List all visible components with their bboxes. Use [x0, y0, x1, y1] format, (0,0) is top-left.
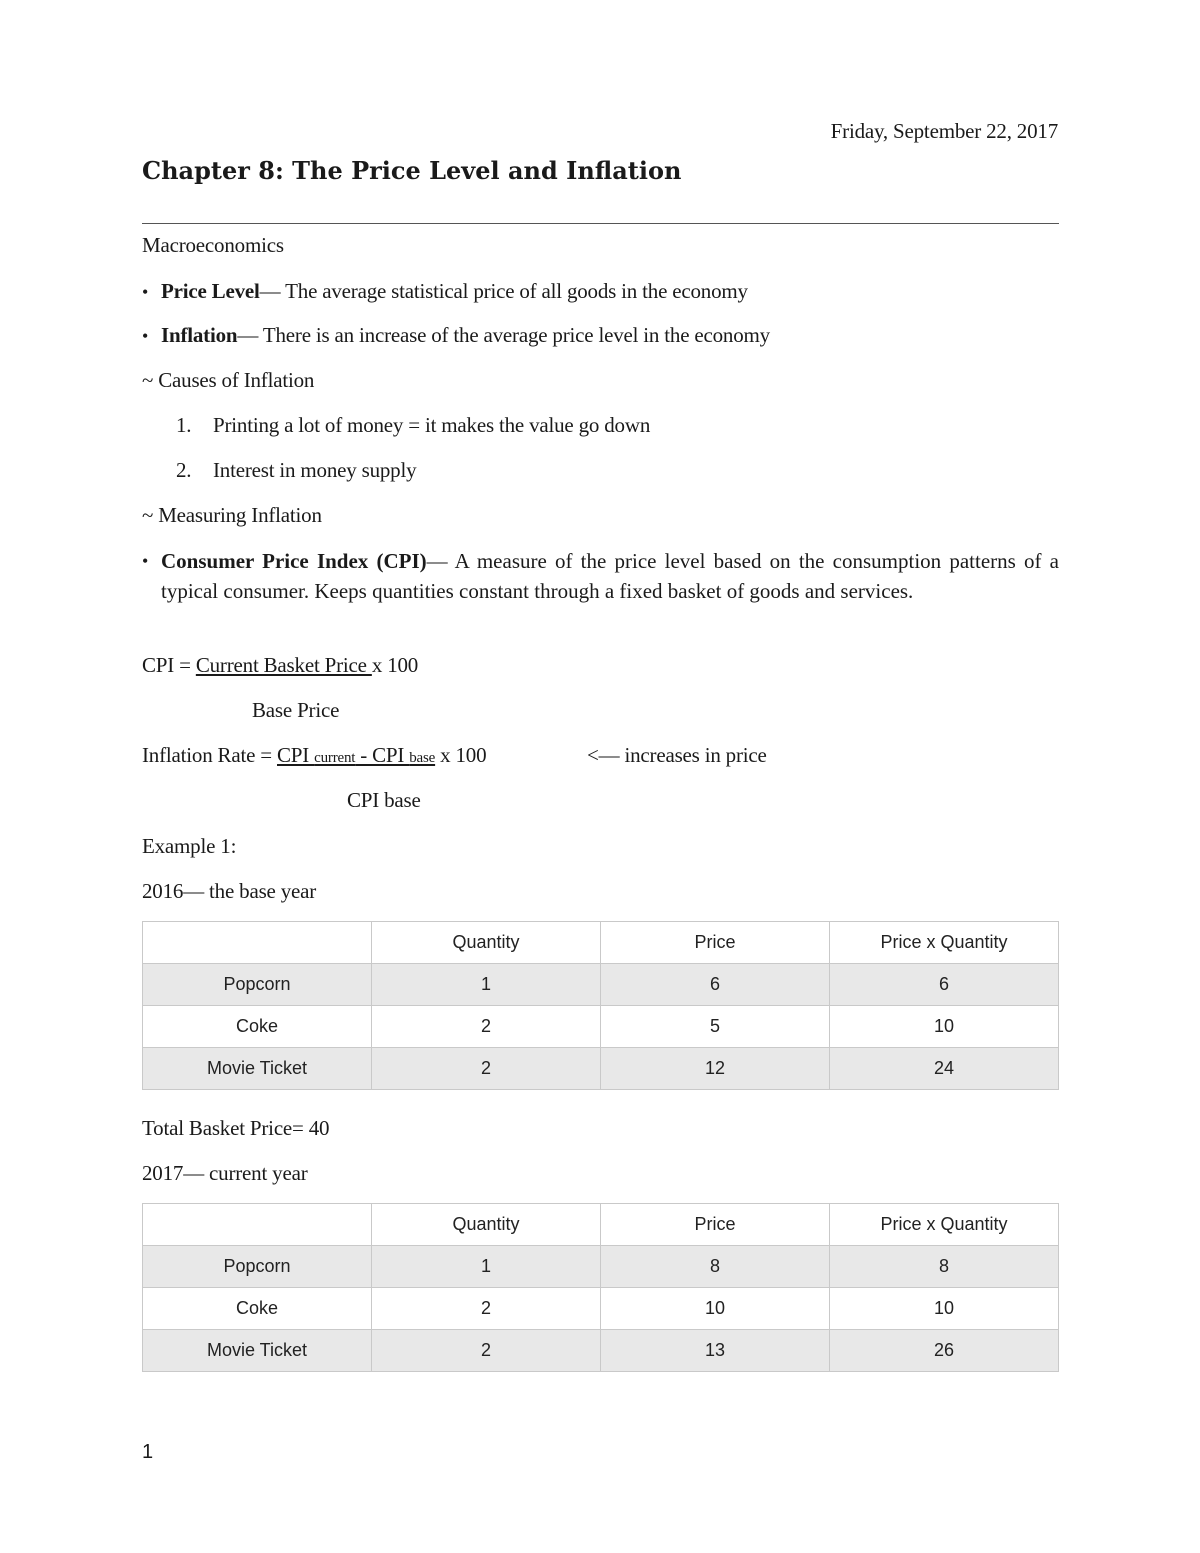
table-cell: 10	[601, 1288, 830, 1330]
list-item: 1. Printing a lot of money = it makes the value go down	[176, 413, 651, 437]
bullet-icon: •	[142, 551, 149, 571]
formula-numerator: Current Basket Price	[195, 653, 372, 677]
base-year-label: 2016— the base year	[142, 879, 317, 903]
table-cell: 6	[830, 964, 1059, 1006]
table-cell: Popcorn	[143, 964, 372, 1006]
table-cell: 5	[601, 1006, 830, 1048]
table-cell: 2	[372, 1006, 601, 1048]
table-cell: 2	[372, 1330, 601, 1372]
table-row	[143, 1288, 1059, 1330]
current-year-table	[142, 1203, 1059, 1372]
table-cell: 2	[372, 1288, 601, 1330]
list-item: 2. Interest in money supply	[176, 458, 417, 482]
cpi-formula: CPI = Current Basket Price x 100	[142, 653, 419, 677]
base-year-table	[142, 921, 1059, 1090]
definition-price-level: • Price Level— The average statistical price of all goods in the economy	[142, 279, 748, 303]
table-cell: 24	[830, 1048, 1059, 1090]
table-header-cell: Quantity	[372, 1204, 601, 1246]
bullet-icon: •	[142, 326, 149, 346]
cpi-definition: • Consumer Price Index (CPI)— A measure of the price level based on the consumption patterns of a typical consumer. Keeps quantities constant through a fixed basket of goods and services.	[161, 546, 1059, 606]
formula-denominator: Base Price	[252, 698, 340, 722]
definition-term: Inflation	[161, 323, 238, 347]
example-label: Example 1:	[142, 834, 237, 858]
table-row	[143, 1330, 1059, 1372]
table-cell: 2	[372, 1048, 601, 1090]
table-cell: Movie Ticket	[143, 1048, 372, 1090]
table-header-cell: Price	[601, 1204, 830, 1246]
title-divider	[142, 223, 1059, 224]
table-header-cell	[143, 1204, 372, 1246]
table-header-cell	[143, 922, 372, 964]
formula-denominator: CPI base	[347, 788, 421, 812]
table-cell: Movie Ticket	[143, 1330, 372, 1372]
current-year-label: 2017— current year	[142, 1161, 308, 1185]
table-cell: 12	[601, 1048, 830, 1090]
table-row	[143, 1048, 1059, 1090]
table-header-row	[143, 1204, 1059, 1246]
list-number: 2.	[176, 458, 192, 482]
inflation-rate-formula: Inflation Rate = CPI current - CPI base x 100	[142, 743, 487, 767]
table-cell: 8	[830, 1246, 1059, 1288]
causes-heading: ~ Causes of Inflation	[142, 368, 315, 392]
table-cell: 8	[601, 1246, 830, 1288]
table-cell: 10	[830, 1006, 1059, 1048]
table-cell: 1	[372, 1246, 601, 1288]
table-cell: 10	[830, 1288, 1059, 1330]
table-header-cell: Price x Quantity	[830, 922, 1059, 964]
bullet-icon: •	[142, 282, 149, 302]
table-cell: 26	[830, 1330, 1059, 1372]
definition-inflation: • Inflation— There is an increase of the average price level in the economy	[142, 323, 770, 347]
table-cell: Coke	[143, 1288, 372, 1330]
table-cell: Coke	[143, 1006, 372, 1048]
table-cell: Popcorn	[143, 1246, 372, 1288]
table-row	[143, 964, 1059, 1006]
table-cell: 6	[601, 964, 830, 1006]
table-cell: 1	[372, 964, 601, 1006]
formula-numerator: CPI current - CPI base	[277, 743, 436, 767]
total-basket-price: Total Basket Price= 40	[142, 1116, 330, 1140]
document-date: Friday, September 22, 2017	[830, 119, 1058, 143]
table-cell: 13	[601, 1330, 830, 1372]
table-header-cell: Price	[601, 922, 830, 964]
page-title: Chapter 8: The Price Level and Inflation	[142, 156, 682, 185]
definition-term: Price Level	[161, 279, 260, 303]
page-number: 1	[142, 1441, 154, 1463]
table-header-cell: Price x Quantity	[830, 1204, 1059, 1246]
formula-note: <— increases in price	[587, 743, 767, 767]
list-number: 1.	[176, 413, 192, 437]
definition-text: The average statistical price of all goods in the economy	[285, 279, 748, 303]
table-row	[143, 1006, 1059, 1048]
definition-text: There is an increase of the average price level in the economy	[262, 323, 770, 347]
definition-term: Consumer Price Index (CPI)	[161, 549, 427, 573]
measuring-heading: ~ Measuring Inflation	[142, 503, 322, 527]
definition-text: A measure of the price level based on the consumption patterns of a typical consumer. Keeps quantities constant through a fixed basket of goods and services.	[161, 549, 1059, 603]
subject-heading: Macroeconomics	[142, 233, 284, 257]
table-row	[143, 1246, 1059, 1288]
table-header-row	[143, 922, 1059, 964]
table-header-cell: Quantity	[372, 922, 601, 964]
